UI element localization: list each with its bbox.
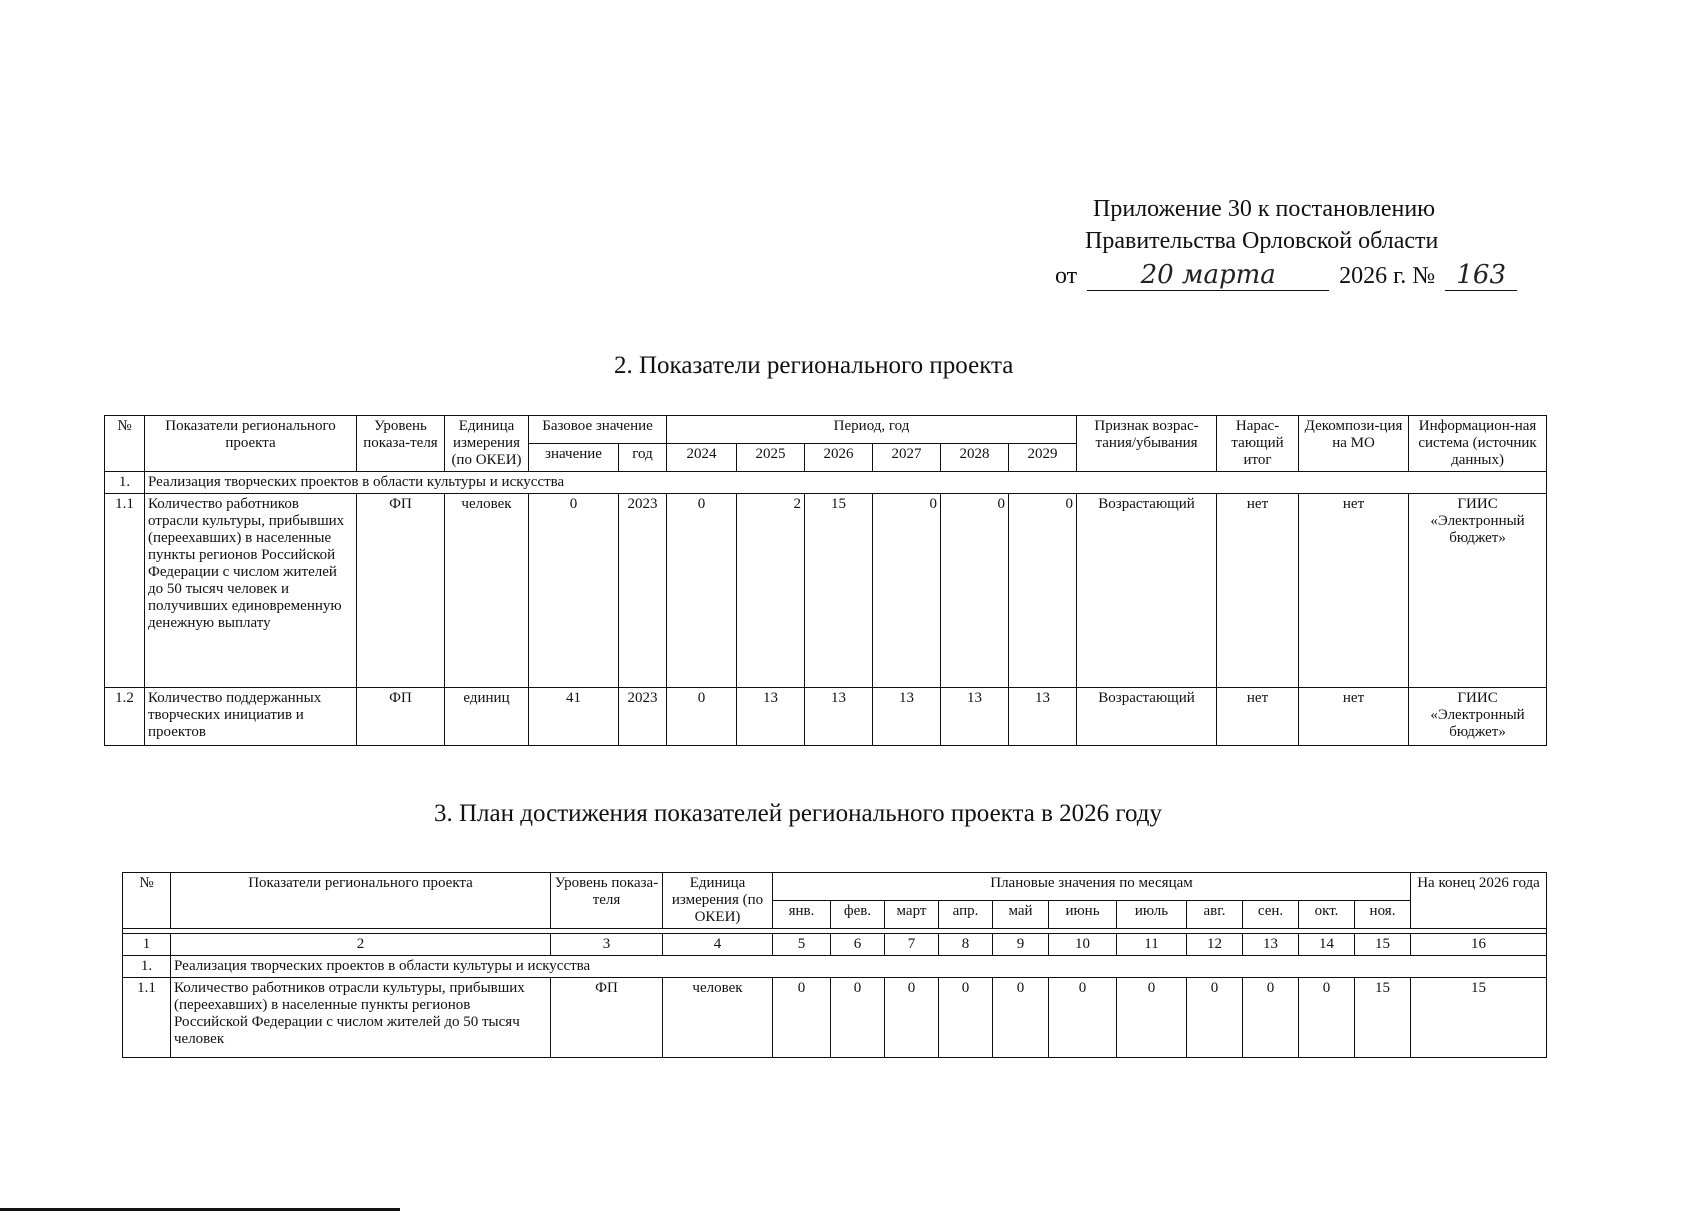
- col-month-header: май: [993, 901, 1049, 929]
- row-month-value: 0: [1299, 978, 1355, 1058]
- row-value: 13: [873, 688, 941, 746]
- group-num: 1.: [123, 956, 171, 978]
- row-end-value: 15: [1411, 978, 1547, 1058]
- col-year-header: 2025: [737, 444, 805, 472]
- col-month-header: июнь: [1049, 901, 1117, 929]
- row-trend: Возрастающий: [1077, 688, 1217, 746]
- row-month-value: 0: [773, 978, 831, 1058]
- row-cumulative: нет: [1217, 494, 1299, 688]
- col-number: 6: [831, 934, 885, 956]
- col-unit-header: Единица измерения (по ОКЕИ): [663, 873, 773, 929]
- col-number: 5: [773, 934, 831, 956]
- resolution-date-line: [1055, 260, 1517, 291]
- row-level: ФП: [357, 688, 445, 746]
- year-label: 2026 г. №: [1339, 263, 1436, 289]
- col-month-header: ноя.: [1355, 901, 1411, 929]
- table-row: [123, 978, 1547, 1058]
- row-month-value: 0: [939, 978, 993, 1058]
- col-number: 10: [1049, 934, 1117, 956]
- group-title: Реализация творческих проектов в области культуры и искусства: [145, 472, 1547, 494]
- table2-group-row: [123, 956, 1547, 978]
- col-number: 7: [885, 934, 939, 956]
- group-title: Реализация творческих проектов в области культуры и искусства: [171, 956, 1547, 978]
- col-number: 3: [551, 934, 663, 956]
- row-trend: Возрастающий: [1077, 494, 1217, 688]
- col-indicator-header: Показатели регионального проекта: [145, 416, 357, 472]
- col-month-header: окт.: [1299, 901, 1355, 929]
- row-value: 13: [805, 688, 873, 746]
- row-indicator: Количество поддержанных творческих инициатив и проектов: [145, 688, 357, 746]
- col-month-header: апр.: [939, 901, 993, 929]
- row-unit: единиц: [445, 688, 529, 746]
- row-month-value: 0: [1117, 978, 1187, 1058]
- col-month-header: июль: [1117, 901, 1187, 929]
- col-period-header: Период, год: [667, 416, 1077, 444]
- row-month-value: 0: [993, 978, 1049, 1058]
- table1-group-row: [105, 472, 1547, 494]
- row-indicator: Количество работников отрасли культуры, прибывших (переехавших) в населенные пункты регионов Российской Федерации с числом жителей до 50 тысяч человек: [171, 978, 551, 1058]
- section2-title: 2. Показатели регионального проекта: [614, 352, 1014, 379]
- col-decomp-header: Декомпози-ция на МО: [1299, 416, 1409, 472]
- row-num: 1.1: [123, 978, 171, 1058]
- col-year-header: 2024: [667, 444, 737, 472]
- col-num-header: №: [105, 416, 145, 472]
- table-row: [105, 688, 1547, 746]
- col-trend-header: Признак возрас-тания/убывания: [1077, 416, 1217, 472]
- row-value: 13: [1009, 688, 1077, 746]
- col-end-header: На конец 2026 года: [1411, 873, 1547, 929]
- row-value: 13: [737, 688, 805, 746]
- row-base-value: 0: [529, 494, 619, 688]
- row-month-value: 15: [1355, 978, 1411, 1058]
- row-infosys: ГИИС «Электронный бюджет»: [1409, 688, 1547, 746]
- col-number: 13: [1243, 934, 1299, 956]
- col-base-year-header: год: [619, 444, 667, 472]
- group-num: 1.: [105, 472, 145, 494]
- row-value: 0: [873, 494, 941, 688]
- row-decomp: нет: [1299, 494, 1409, 688]
- col-number: 11: [1117, 934, 1187, 956]
- col-month-header: фев.: [831, 901, 885, 929]
- col-number: 12: [1187, 934, 1243, 956]
- col-number: 4: [663, 934, 773, 956]
- row-infosys: ГИИС «Электронный бюджет»: [1409, 494, 1547, 688]
- col-level-header: Уровень показа-теля: [551, 873, 663, 929]
- table1-header-row-1: [105, 416, 1547, 444]
- col-year-header: 2029: [1009, 444, 1077, 472]
- col-infosys-header: Информацион-ная система (источник данных): [1409, 416, 1547, 472]
- row-unit: человек: [445, 494, 529, 688]
- government-name: Правительства Орловской области: [1085, 228, 1439, 254]
- col-year-header: 2028: [941, 444, 1009, 472]
- row-month-value: 0: [1049, 978, 1117, 1058]
- row-num: 1.1: [105, 494, 145, 688]
- col-year-header: 2027: [873, 444, 941, 472]
- row-value: 15: [805, 494, 873, 688]
- col-number: 8: [939, 934, 993, 956]
- indicators-table: [104, 415, 1547, 746]
- row-value: 13: [941, 688, 1009, 746]
- row-cumulative: нет: [1217, 688, 1299, 746]
- row-month-value: 0: [885, 978, 939, 1058]
- table2-header-row-1: [123, 873, 1547, 901]
- col-unit-header: Единица измерения (по ОКЕИ): [445, 416, 529, 472]
- appendix-title: Приложение 30 к постановлению: [1093, 196, 1436, 222]
- row-level: ФП: [357, 494, 445, 688]
- handwritten-number: 163: [1445, 260, 1517, 291]
- table-row: [105, 494, 1547, 688]
- row-value: 0: [1009, 494, 1077, 688]
- row-base-year: 2023: [619, 494, 667, 688]
- row-month-value: 0: [831, 978, 885, 1058]
- row-num: 1.2: [105, 688, 145, 746]
- row-value: 0: [941, 494, 1009, 688]
- row-unit: человек: [663, 978, 773, 1058]
- col-number: 2: [171, 934, 551, 956]
- col-monthly-header: Плановые значения по месяцам: [773, 873, 1411, 901]
- col-cumulative-header: Нарас-тающий итог: [1217, 416, 1299, 472]
- col-number: 14: [1299, 934, 1355, 956]
- col-level-header: Уровень показа-теля: [357, 416, 445, 472]
- row-value: 0: [667, 688, 737, 746]
- col-number: 9: [993, 934, 1049, 956]
- col-base-value-header: значение: [529, 444, 619, 472]
- row-indicator: Количество работников отрасли культуры, прибывших (переехавших) в населенные пункты регионов Российской Федерации с числом жителей до 50 тысяч человек и получивших единовременную денежную выплату: [145, 494, 357, 688]
- col-base-header: Базовое значение: [529, 416, 667, 444]
- row-value: 2: [737, 494, 805, 688]
- from-label: от: [1055, 263, 1078, 289]
- col-month-header: март: [885, 901, 939, 929]
- col-number: 1: [123, 934, 171, 956]
- row-month-value: 0: [1243, 978, 1299, 1058]
- col-month-header: авг.: [1187, 901, 1243, 929]
- col-number: 15: [1355, 934, 1411, 956]
- handwritten-date: 20 марта: [1087, 260, 1329, 291]
- row-month-value: 0: [1187, 978, 1243, 1058]
- section3-title: 3. План достижения показателей регионального проекта в 2026 году: [434, 800, 1163, 827]
- col-indicator-header: Показатели регионального проекта: [171, 873, 551, 929]
- monthly-plan-table: [122, 872, 1547, 1058]
- col-number: 16: [1411, 934, 1547, 956]
- row-decomp: нет: [1299, 688, 1409, 746]
- row-value: 0: [667, 494, 737, 688]
- col-month-header: янв.: [773, 901, 831, 929]
- row-base-year: 2023: [619, 688, 667, 746]
- row-level: ФП: [551, 978, 663, 1058]
- table2-column-numbers: [123, 934, 1547, 956]
- col-num-header: №: [123, 873, 171, 929]
- col-month-header: сен.: [1243, 901, 1299, 929]
- row-base-value: 41: [529, 688, 619, 746]
- col-year-header: 2026: [805, 444, 873, 472]
